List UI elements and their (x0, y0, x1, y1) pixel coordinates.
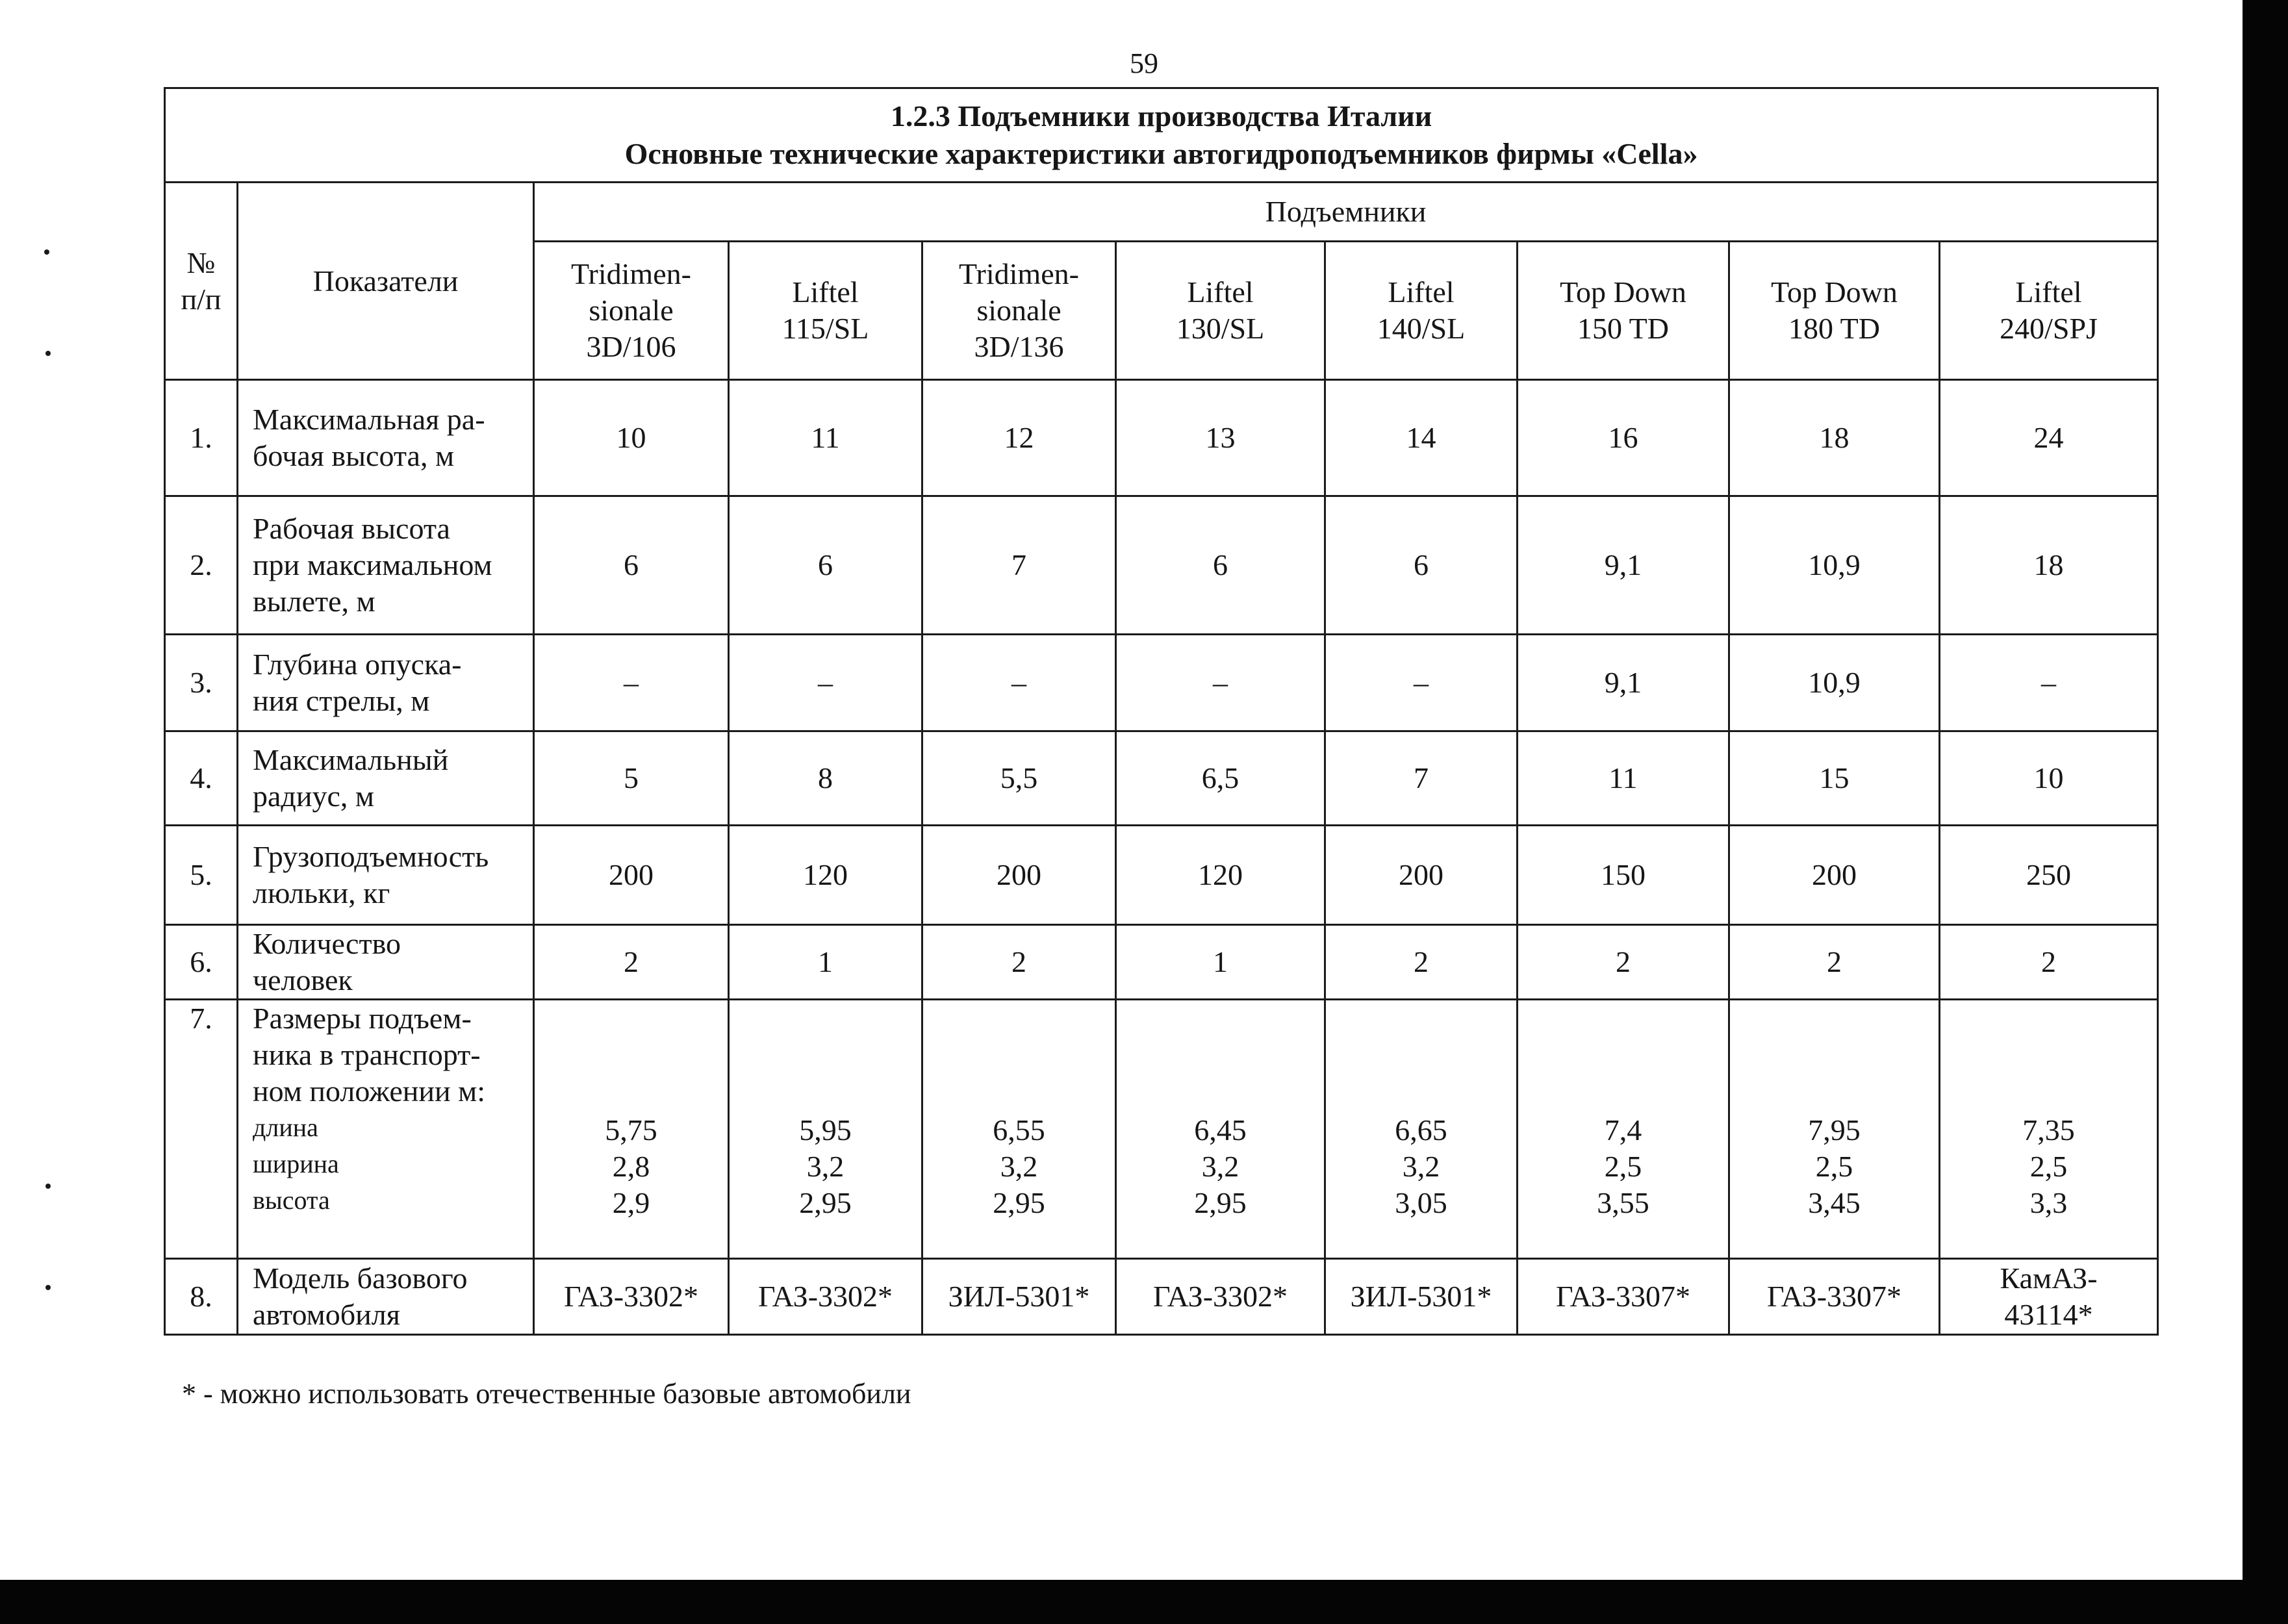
value-cell (1940, 1000, 2158, 1259)
header-model: Liftel 240/SPJ (1940, 242, 2158, 380)
value-cell: ЗИЛ-5301* (1325, 1259, 1518, 1335)
header-model: Top Down 150 TD (1518, 242, 1729, 380)
dimension-values: 5,95 3,2 2,95 (799, 1113, 852, 1219)
value-cell: 5,5 (922, 731, 1116, 826)
dimension-values: 5,75 2,8 2,9 (605, 1113, 657, 1219)
page-number: 59 (1130, 47, 1158, 79)
row-parameter-sublabels: длина ширина высота (253, 1113, 339, 1215)
table-caption (165, 88, 2158, 183)
row-parameter: Максимальный радиус, м (238, 731, 534, 826)
value-cell: 1 (1116, 925, 1325, 1000)
value-cell: 7 (922, 496, 1116, 635)
value-cell: 9,1 (1518, 496, 1729, 635)
footnote: * - можно использовать отечественные базовые автомобили (182, 1378, 911, 1410)
dimension-values: 7,35 2,5 3,3 (2022, 1113, 2075, 1219)
dimension-values: 6,45 3,2 2,95 (1194, 1113, 1247, 1219)
row-parameter: Грузоподъемность люльки, кг (238, 826, 534, 925)
row-index: 8. (165, 1259, 238, 1335)
value-cell (922, 1000, 1116, 1259)
header-model: Liftel 115/SL (729, 242, 922, 380)
value-cell: – (1940, 635, 2158, 731)
value-cell (729, 1000, 922, 1259)
value-cell: ГАЗ-3302* (1116, 1259, 1325, 1335)
value-cell: ГАЗ-3307* (1518, 1259, 1729, 1335)
value-cell: 8 (729, 731, 922, 826)
row-index: 3. (165, 635, 238, 731)
value-cell: ГАЗ-3307* (1729, 1259, 1940, 1335)
value-cell: 15 (1729, 731, 1940, 826)
value-cell: 250 (1940, 826, 2158, 925)
row-index: 2. (165, 496, 238, 635)
value-cell: – (534, 635, 729, 731)
table-row (165, 731, 2158, 826)
lifts-spec-table (164, 87, 2159, 1336)
value-cell: 13 (1116, 380, 1325, 496)
table-row (165, 635, 2158, 731)
row-index: 5. (165, 826, 238, 925)
value-cell: 16 (1518, 380, 1729, 496)
table-row (165, 826, 2158, 925)
header-model: Top Down 180 TD (1729, 242, 1940, 380)
value-cell: ЗИЛ-5301* (922, 1259, 1116, 1335)
value-cell: 6 (1325, 496, 1518, 635)
header-model: Tridimen- sionale 3D/136 (922, 242, 1116, 380)
value-cell: 1 (729, 925, 922, 1000)
value-cell (534, 1000, 729, 1259)
value-cell: 120 (729, 826, 922, 925)
dimension-values: 6,65 3,2 3,05 (1395, 1113, 1447, 1219)
header-lifts-group: Подъемники (534, 183, 2158, 242)
value-cell: 200 (1325, 826, 1518, 925)
scan-speck (45, 1184, 51, 1189)
row-parameter: Максимальная ра- бочая высота, м (238, 380, 534, 496)
row-index: 1. (165, 380, 238, 496)
value-cell: 6 (1116, 496, 1325, 635)
value-cell: ГАЗ-3302* (729, 1259, 922, 1335)
value-cell: 7 (1325, 731, 1518, 826)
value-cell (1518, 1000, 1729, 1259)
value-cell: 2 (1729, 925, 1940, 1000)
scan-right-edge (2243, 0, 2288, 1624)
value-cell: 24 (1940, 380, 2158, 496)
value-cell: – (922, 635, 1116, 731)
row-index: 6. (165, 925, 238, 1000)
header-num: № п/п (165, 183, 238, 380)
row-parameter-label: Размеры подъем- ника в транспорт- ном положении м: (253, 1002, 486, 1108)
value-cell: КамАЗ- 43114* (1940, 1259, 2158, 1335)
scan-speck (45, 351, 51, 356)
scan-speck (45, 1285, 51, 1290)
value-cell (1729, 1000, 1940, 1259)
dimension-values: 6,55 3,2 2,95 (993, 1113, 1045, 1219)
header-param: Показатели (238, 183, 534, 380)
value-cell: 10 (1940, 731, 2158, 826)
value-cell: – (729, 635, 922, 731)
row-index: 7. (165, 1000, 238, 1259)
value-cell: ГАЗ-3302* (534, 1259, 729, 1335)
value-cell: 200 (534, 826, 729, 925)
table-row (165, 1000, 2158, 1259)
row-parameter: Модель базового автомобиля (238, 1259, 534, 1335)
value-cell: 18 (1940, 496, 2158, 635)
value-cell: 2 (1325, 925, 1518, 1000)
value-cell: 200 (1729, 826, 1940, 925)
value-cell: 14 (1325, 380, 1518, 496)
value-cell: 11 (729, 380, 922, 496)
value-cell: 10,9 (1729, 496, 1940, 635)
value-cell: 120 (1116, 826, 1325, 925)
caption-line-2: Основные технические характеристики автогидроподъемников фирмы «Cella» (624, 137, 1698, 170)
row-index: 4. (165, 731, 238, 826)
value-cell: 5 (534, 731, 729, 826)
scan-bottom-bar (0, 1580, 2288, 1624)
value-cell: 9,1 (1518, 635, 1729, 731)
value-cell: 2 (1940, 925, 2158, 1000)
value-cell: 150 (1518, 826, 1729, 925)
value-cell: – (1325, 635, 1518, 731)
value-cell: 2 (922, 925, 1116, 1000)
value-cell: 2 (1518, 925, 1729, 1000)
header-model: Liftel 130/SL (1116, 242, 1325, 380)
caption-line-1: 1.2.3 Подъемники производства Италии (890, 99, 1432, 133)
row-parameter (238, 1000, 534, 1259)
value-cell: 10,9 (1729, 635, 1940, 731)
value-cell: 6 (534, 496, 729, 635)
scan-speck (44, 249, 49, 255)
value-cell: 2 (534, 925, 729, 1000)
value-cell: 200 (922, 826, 1116, 925)
table-row (165, 925, 2158, 1000)
value-cell (1325, 1000, 1518, 1259)
value-cell: 10 (534, 380, 729, 496)
row-parameter: Глубина опуска- ния стрелы, м (238, 635, 534, 731)
value-cell: 18 (1729, 380, 1940, 496)
dimension-values: 7,4 2,5 3,55 (1597, 1113, 1649, 1219)
table-row (165, 380, 2158, 496)
table-row (165, 1259, 2158, 1335)
table-row (165, 496, 2158, 635)
header-model: Tridimen- sionale 3D/106 (534, 242, 729, 380)
row-parameter: Количество человек (238, 925, 534, 1000)
value-cell: 11 (1518, 731, 1729, 826)
value-cell: 12 (922, 380, 1116, 496)
header-model: Liftel 140/SL (1325, 242, 1518, 380)
value-cell: 6,5 (1116, 731, 1325, 826)
value-cell: – (1116, 635, 1325, 731)
value-cell (1116, 1000, 1325, 1259)
value-cell: 6 (729, 496, 922, 635)
row-parameter: Рабочая высота при максимальном вылете, м (238, 496, 534, 635)
dimension-values: 7,95 2,5 3,45 (1808, 1113, 1861, 1219)
